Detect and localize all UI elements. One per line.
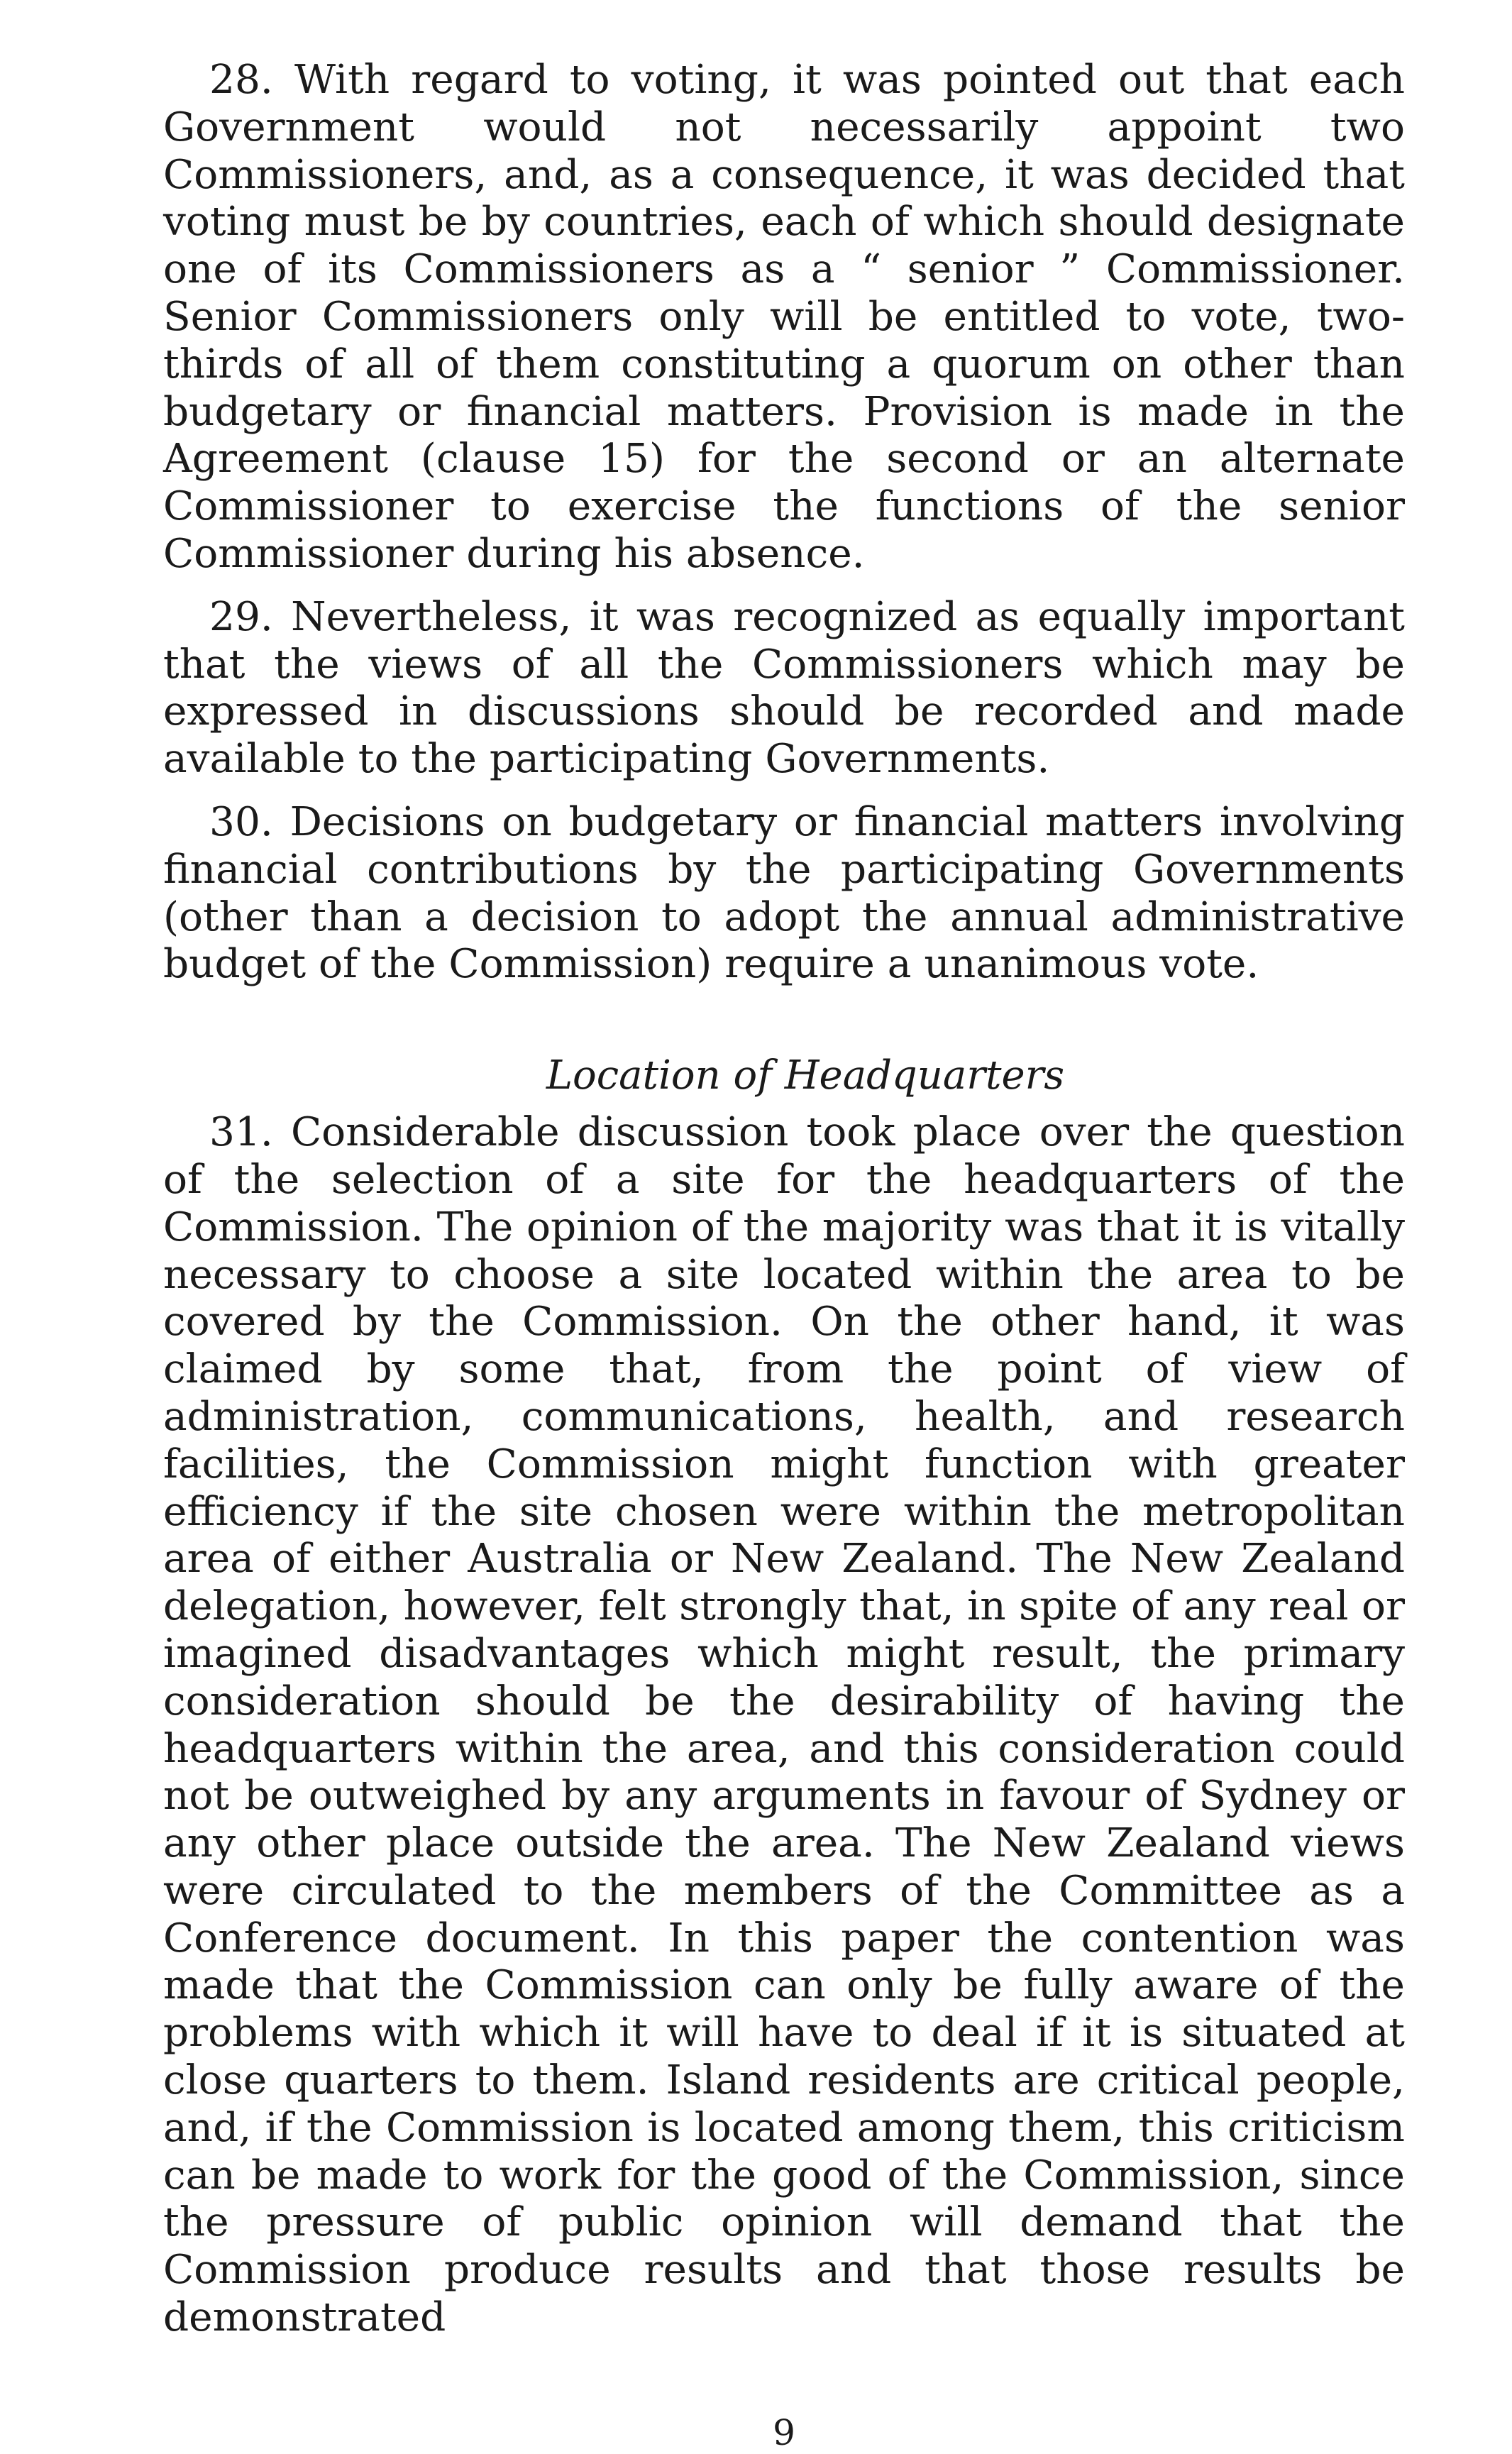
paragraph-30: 30. Decisions on budgetary or financial matters involving financial contributions by the participating Governments (other than a decision to adopt the annual administrative budget of the Commission) require a unanimous vote. [163,798,1405,988]
page-number: 9 [773,2412,795,2453]
paragraph-31: 31. Considerable discussion took place over the question of the selection of a site for the headquarters of the Commission. The opinion of the majority was that it is vitally necessary to choose a site located within the area to be covered by the Commission. On the other hand, it was claimed by some that, from the point of view of administration, communications, health, and research facilities, the Commission might function with greater efficiency if the site chosen were within the metropolitan area of either Australia or New Zealand. The New Zealand delegation, however, felt strongly that, in spite of any real or imagined disadvantages which might result, the primary consideration should be the desirability of having the headquarters within the area, and this consideration could not be outweighed by any arguments in favour of Sydney or any other place outside the area. The New Zealand views were circulated to the members of the Committee as a Conference document. In this paper the contention was made that the Commission can only be fully aware of the problems with which it will have to deal if it is situated at close quarters to them. Island residents are critical people, and, if the Commission is located among them, this criticism can be made to work for the good of the Commission, since the pressure of public opinion will demand that the Commission produce results and that those results be demonstrated [163,1109,1405,2341]
section-heading: Location of Headquarters [546,1052,1065,1099]
document-page [163,57,1405,2453]
paragraph-29: 29. Nevertheless, it was recognized as equally important that the views of all the Commissioners which may be expressed in discussions should be recorded and made available to the participating Governments. [163,593,1405,783]
paragraph-28: 28. With regard to voting, it was pointed out that each Government would not necessarily appoint two Commissioners, and, as a consequence, it was decided that voting must be by countries, each of which should designate one of its Commissioners as a “ senior ” Commissioner. Senior Commissioners only will be entitled to vote, two-thirds of all of them constituting a quorum on other than budgetary or financial matters. Provision is made in the Agreement (clause 15) for the second or an alternate Commissioner to exercise the functions of the senior Commissioner during his absence. [163,57,1405,577]
